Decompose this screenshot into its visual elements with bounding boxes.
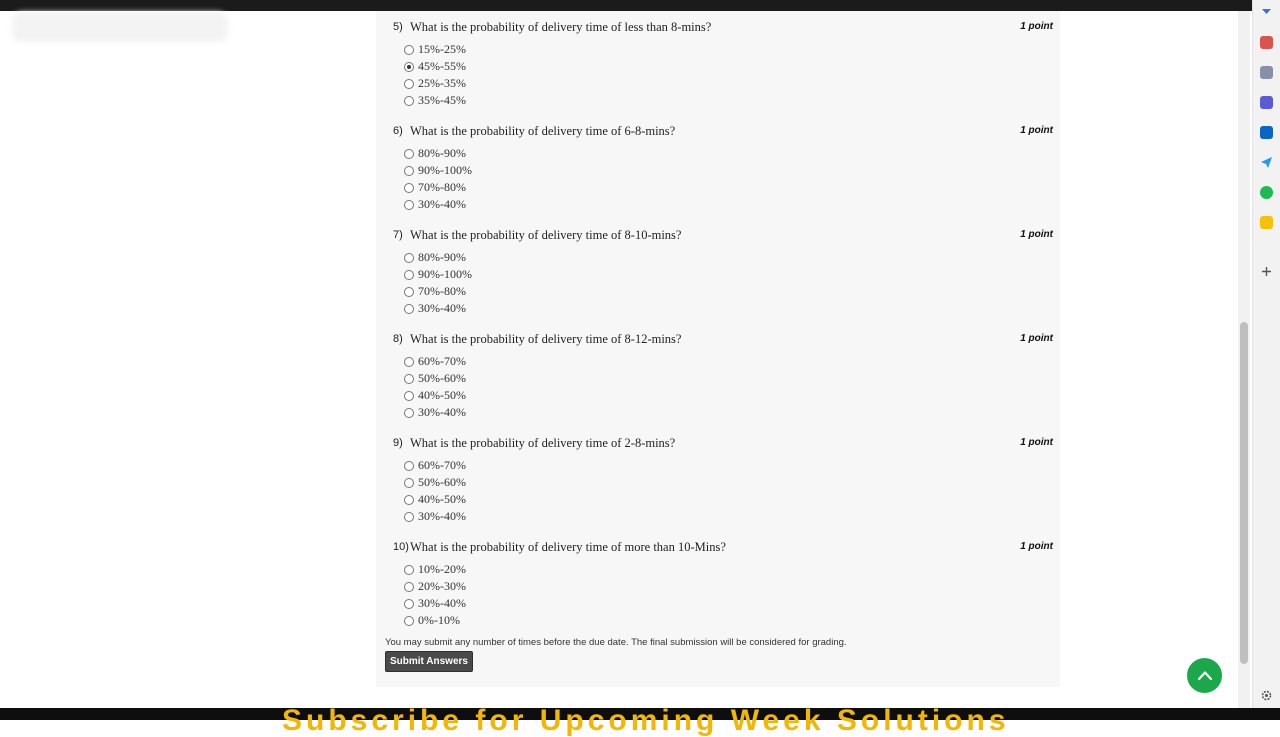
option-label: 60%-70% [418, 458, 466, 472]
radio-button[interactable] [404, 149, 414, 159]
answer-option[interactable] [393, 300, 1053, 317]
answer-option[interactable] [393, 75, 1053, 92]
option-label: 35%-45% [418, 93, 466, 107]
answer-option[interactable] [393, 196, 1053, 213]
question-number: 6) [393, 125, 403, 137]
option-label: 80%-90% [418, 146, 466, 160]
question-points: 1 point [1020, 21, 1053, 32]
answer-option[interactable] [393, 474, 1053, 491]
option-label: 15%-25% [418, 42, 466, 56]
briefcase-icon[interactable] [1260, 36, 1273, 49]
option-label: 80%-90% [418, 250, 466, 264]
question-points: 1 point [1020, 541, 1053, 552]
send-icon[interactable] [1260, 156, 1273, 169]
answer-option[interactable] [393, 578, 1053, 595]
chevron-down-icon[interactable] [1260, 5, 1273, 18]
answer-option[interactable] [393, 266, 1053, 283]
assignment-content [376, 11, 1060, 687]
radio-button[interactable] [404, 79, 414, 89]
answer-option[interactable] [393, 353, 1053, 370]
answer-option[interactable] [393, 370, 1053, 387]
question-8 [393, 330, 1053, 421]
question-text: What is the probability of delivery time of 8-10-mins? [410, 228, 682, 242]
banner-text: Subscribe for Upcoming Week Solutions [282, 704, 1010, 737]
question-number: 7) [393, 229, 403, 241]
answer-option[interactable] [393, 162, 1053, 179]
radio-button[interactable] [404, 96, 414, 106]
question-text: What is the probability of delivery time of 8-12-mins? [410, 332, 682, 346]
answer-option[interactable] [393, 58, 1053, 75]
radio-button[interactable] [404, 616, 414, 626]
option-label: 40%-50% [418, 388, 466, 402]
question-points: 1 point [1020, 229, 1053, 240]
question-7 [393, 226, 1053, 317]
spotify-icon[interactable] [1260, 186, 1273, 199]
radio-button[interactable] [404, 183, 414, 193]
answer-option[interactable] [393, 612, 1053, 629]
option-label: 20%-30% [418, 579, 466, 593]
option-label: 30%-40% [418, 405, 466, 419]
question-5 [393, 18, 1053, 109]
submission-note: You may submit any number of times before the due date. The final submission will be considered for grading. [385, 637, 847, 648]
question-text: What is the probability of delivery time of 6-8-mins? [410, 124, 676, 138]
answer-option[interactable] [393, 145, 1053, 162]
radio-button[interactable] [404, 287, 414, 297]
blurred-site-logo [12, 12, 228, 42]
option-label: 70%-80% [418, 284, 466, 298]
answer-option[interactable] [393, 283, 1053, 300]
option-label: 60%-70% [418, 354, 466, 368]
option-label: 40%-50% [418, 492, 466, 506]
answer-option[interactable] [393, 92, 1053, 109]
answer-option[interactable] [393, 595, 1053, 612]
radio-button[interactable] [404, 166, 414, 176]
radio-button[interactable] [404, 253, 414, 263]
answer-option[interactable] [393, 179, 1053, 196]
option-label: 90%-100% [418, 163, 472, 177]
question-number: 10) [393, 541, 409, 553]
answer-option[interactable] [393, 457, 1053, 474]
person-icon[interactable] [1260, 66, 1273, 79]
plus-icon[interactable] [1260, 265, 1273, 278]
option-label: 30%-40% [418, 197, 466, 211]
answer-option[interactable] [393, 387, 1053, 404]
radio-button[interactable] [404, 582, 414, 592]
question-points: 1 point [1020, 333, 1053, 344]
radio-button[interactable] [404, 45, 414, 55]
radio-button[interactable] [404, 599, 414, 609]
question-number: 9) [393, 437, 403, 449]
games-icon[interactable] [1260, 216, 1273, 229]
radio-button[interactable] [404, 495, 414, 505]
answer-option[interactable] [393, 508, 1053, 525]
copilot-icon[interactable] [1260, 96, 1273, 109]
question-9 [393, 434, 1053, 525]
radio-button[interactable] [404, 478, 414, 488]
option-label: 30%-40% [418, 596, 466, 610]
answer-option[interactable] [393, 561, 1053, 578]
option-label: 70%-80% [418, 180, 466, 194]
answer-option[interactable] [393, 491, 1053, 508]
answer-option[interactable] [393, 41, 1053, 58]
radio-button[interactable] [404, 408, 414, 418]
option-label: 45%-55% [418, 59, 466, 73]
option-label: 30%-40% [418, 301, 466, 315]
scrollbar-thumb[interactable] [1240, 322, 1248, 664]
question-number: 5) [393, 21, 403, 33]
radio-button[interactable] [404, 200, 414, 210]
browser-top-bar [0, 0, 1280, 11]
option-label: 10%-20% [418, 562, 466, 576]
question-text: What is the probability of delivery time of less than 8-mins? [410, 20, 712, 34]
option-label: 25%-35% [418, 76, 466, 90]
answer-option[interactable] [393, 249, 1053, 266]
answer-option[interactable] [393, 404, 1053, 421]
question-points: 1 point [1020, 437, 1053, 448]
radio-button-selected[interactable] [404, 62, 414, 72]
question-points: 1 point [1020, 125, 1053, 136]
radio-button[interactable] [404, 270, 414, 280]
settings-icon[interactable] [1260, 689, 1273, 702]
question-number: 8) [393, 333, 403, 345]
question-text: What is the probability of delivery time of 2-8-mins? [410, 436, 676, 450]
radio-button[interactable] [404, 461, 414, 471]
radio-button[interactable] [404, 357, 414, 367]
outlook-icon[interactable] [1260, 126, 1273, 139]
video-banner [0, 704, 1280, 737]
question-10 [393, 538, 1053, 629]
scroll-to-top-button[interactable] [1187, 658, 1222, 693]
browser-side-panel [1252, 0, 1280, 720]
question-text: What is the probability of delivery time of more than 10-Mins? [410, 540, 726, 554]
option-label: 50%-60% [418, 371, 466, 385]
radio-button[interactable] [404, 374, 414, 384]
option-label: 30%-40% [418, 509, 466, 523]
submit-answers-button[interactable]: Submit Answers [385, 651, 473, 672]
question-6 [393, 122, 1053, 213]
radio-button[interactable] [404, 565, 414, 575]
radio-button[interactable] [404, 512, 414, 522]
radio-button[interactable] [404, 304, 414, 314]
option-label: 50%-60% [418, 475, 466, 489]
radio-button[interactable] [404, 391, 414, 401]
option-label: 0%-10% [418, 613, 460, 627]
chevron-up-icon [1196, 667, 1214, 685]
option-label: 90%-100% [418, 267, 472, 281]
